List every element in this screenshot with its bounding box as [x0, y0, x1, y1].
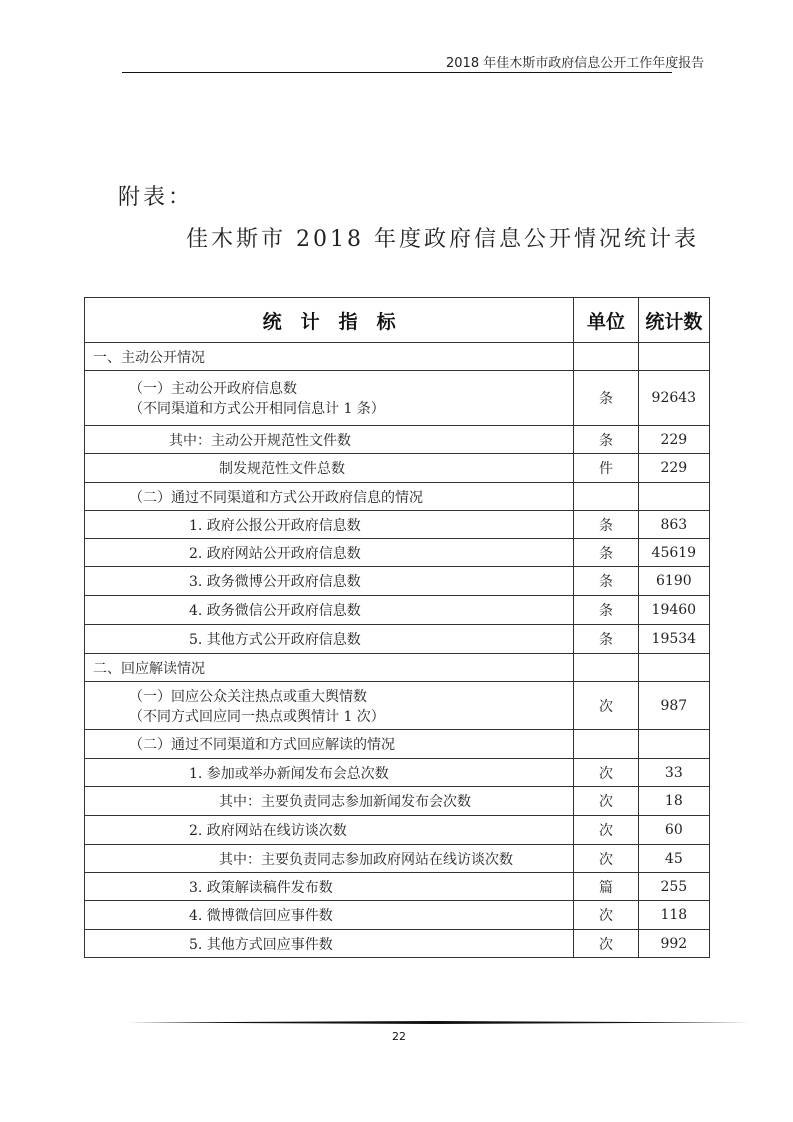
row-unit: 次 [574, 816, 638, 845]
table-row [85, 759, 710, 787]
row-unit [574, 343, 638, 371]
table-row [85, 845, 710, 873]
row-label: （二）通过不同渠道和方式公开政府信息的情况 [85, 483, 574, 511]
row-label: 1. 政府公报公开政府信息数 [85, 511, 574, 539]
page-number: 22 [392, 1030, 406, 1043]
table-row [85, 930, 710, 958]
row-unit [574, 730, 638, 759]
row-unit: 次 [574, 787, 638, 816]
table-row [85, 654, 710, 682]
document-title: 佳木斯市 2018 年度政府信息公开情况统计表 [186, 227, 699, 252]
row-label [85, 371, 574, 426]
row-value: 229 [638, 426, 709, 454]
table-row [85, 567, 710, 596]
footer-rule [120, 1021, 750, 1024]
table-row [85, 343, 710, 371]
row-label: 3. 政策解读稿件发布数 [85, 873, 574, 901]
table-row [85, 787, 710, 816]
row-value: 255 [638, 873, 709, 901]
row-label: 5. 其他方式公开政府信息数 [85, 625, 574, 654]
row-value: 45619 [638, 539, 709, 567]
row-value: 19460 [638, 596, 709, 625]
row-unit: 条 [574, 625, 638, 654]
row-label: 其中：主动公开规范性文件数 [85, 426, 574, 454]
row-unit: 条 [574, 596, 638, 625]
row-unit: 次 [574, 930, 638, 958]
row-unit: 条 [574, 539, 638, 567]
row-unit: 条 [574, 567, 638, 596]
row-label [85, 682, 574, 730]
row-label: 制发规范性文件总数 [85, 454, 574, 483]
table-row [85, 873, 710, 901]
row-label-line1: （一）回应公众关注热点或重大舆情数 [129, 688, 367, 705]
table-row [85, 511, 710, 539]
row-label: 一、主动公开情况 [85, 343, 574, 371]
row-value: 19534 [638, 625, 709, 654]
row-unit [574, 483, 638, 511]
row-label: （二）通过不同渠道和方式回应解读的情况 [85, 730, 574, 759]
table-row [85, 901, 710, 930]
row-unit: 次 [574, 682, 638, 730]
table-row [85, 483, 710, 511]
row-value [638, 343, 709, 371]
row-label: 5. 其他方式回应事件数 [85, 930, 574, 958]
row-label: 4. 政务微信公开政府信息数 [85, 596, 574, 625]
attachment-label: 附表： [118, 185, 194, 210]
row-label: 3. 政务微博公开政府信息数 [85, 567, 574, 596]
table-row [85, 539, 710, 567]
row-unit: 条 [574, 511, 638, 539]
table-row [85, 625, 710, 654]
row-value: 118 [638, 901, 709, 930]
row-unit: 次 [574, 845, 638, 873]
row-value: 229 [638, 454, 709, 483]
table-header-row [85, 298, 710, 343]
row-value: 45 [638, 845, 709, 873]
row-value: 18 [638, 787, 709, 816]
statistics-table [84, 297, 710, 958]
table-row [85, 816, 710, 845]
row-value: 992 [638, 930, 709, 958]
row-value: 987 [638, 682, 709, 730]
row-unit: 次 [574, 901, 638, 930]
row-value [638, 730, 709, 759]
row-label: 2. 政府网站公开政府信息数 [85, 539, 574, 567]
row-label: 1. 参加或举办新闻发布会总次数 [85, 759, 574, 787]
table-row [85, 371, 710, 426]
header-rule [122, 72, 672, 73]
row-value: 92643 [638, 371, 709, 426]
row-value: 863 [638, 511, 709, 539]
row-label: 其中：主要负责同志参加政府网站在线访谈次数 [85, 845, 574, 873]
row-unit [574, 654, 638, 682]
header-unit: 单位 [574, 298, 638, 343]
row-value: 60 [638, 816, 709, 845]
row-unit: 件 [574, 454, 638, 483]
row-unit: 次 [574, 759, 638, 787]
row-label: 二、回应解读情况 [85, 654, 574, 682]
header-count: 统计数 [638, 298, 709, 343]
header-indicator: 统 计 指 标 [85, 298, 574, 343]
table-row [85, 730, 710, 759]
row-label-line2: （不同方式回应同一热点或舆情计 1 次） [129, 708, 385, 725]
row-value [638, 483, 709, 511]
row-value: 6190 [638, 567, 709, 596]
row-label: 4. 微博微信回应事件数 [85, 901, 574, 930]
table-row [85, 454, 710, 483]
row-label: 其中：主要负责同志参加新闻发布会次数 [85, 787, 574, 816]
table-row [85, 596, 710, 625]
row-unit: 条 [574, 426, 638, 454]
row-value [638, 654, 709, 682]
row-label-line2: （不同渠道和方式公开相同信息计 1 条） [129, 401, 385, 417]
row-unit: 篇 [574, 873, 638, 901]
row-label-line1: （一）主动公开政府信息数 [129, 381, 297, 397]
row-value: 33 [638, 759, 709, 787]
row-unit: 条 [574, 371, 638, 426]
running-header: 2018 年佳木斯市政府信息公开工作年度报告 [446, 56, 705, 71]
table-row [85, 426, 710, 454]
row-label: 2. 政府网站在线访谈次数 [85, 816, 574, 845]
table-row [85, 682, 710, 730]
